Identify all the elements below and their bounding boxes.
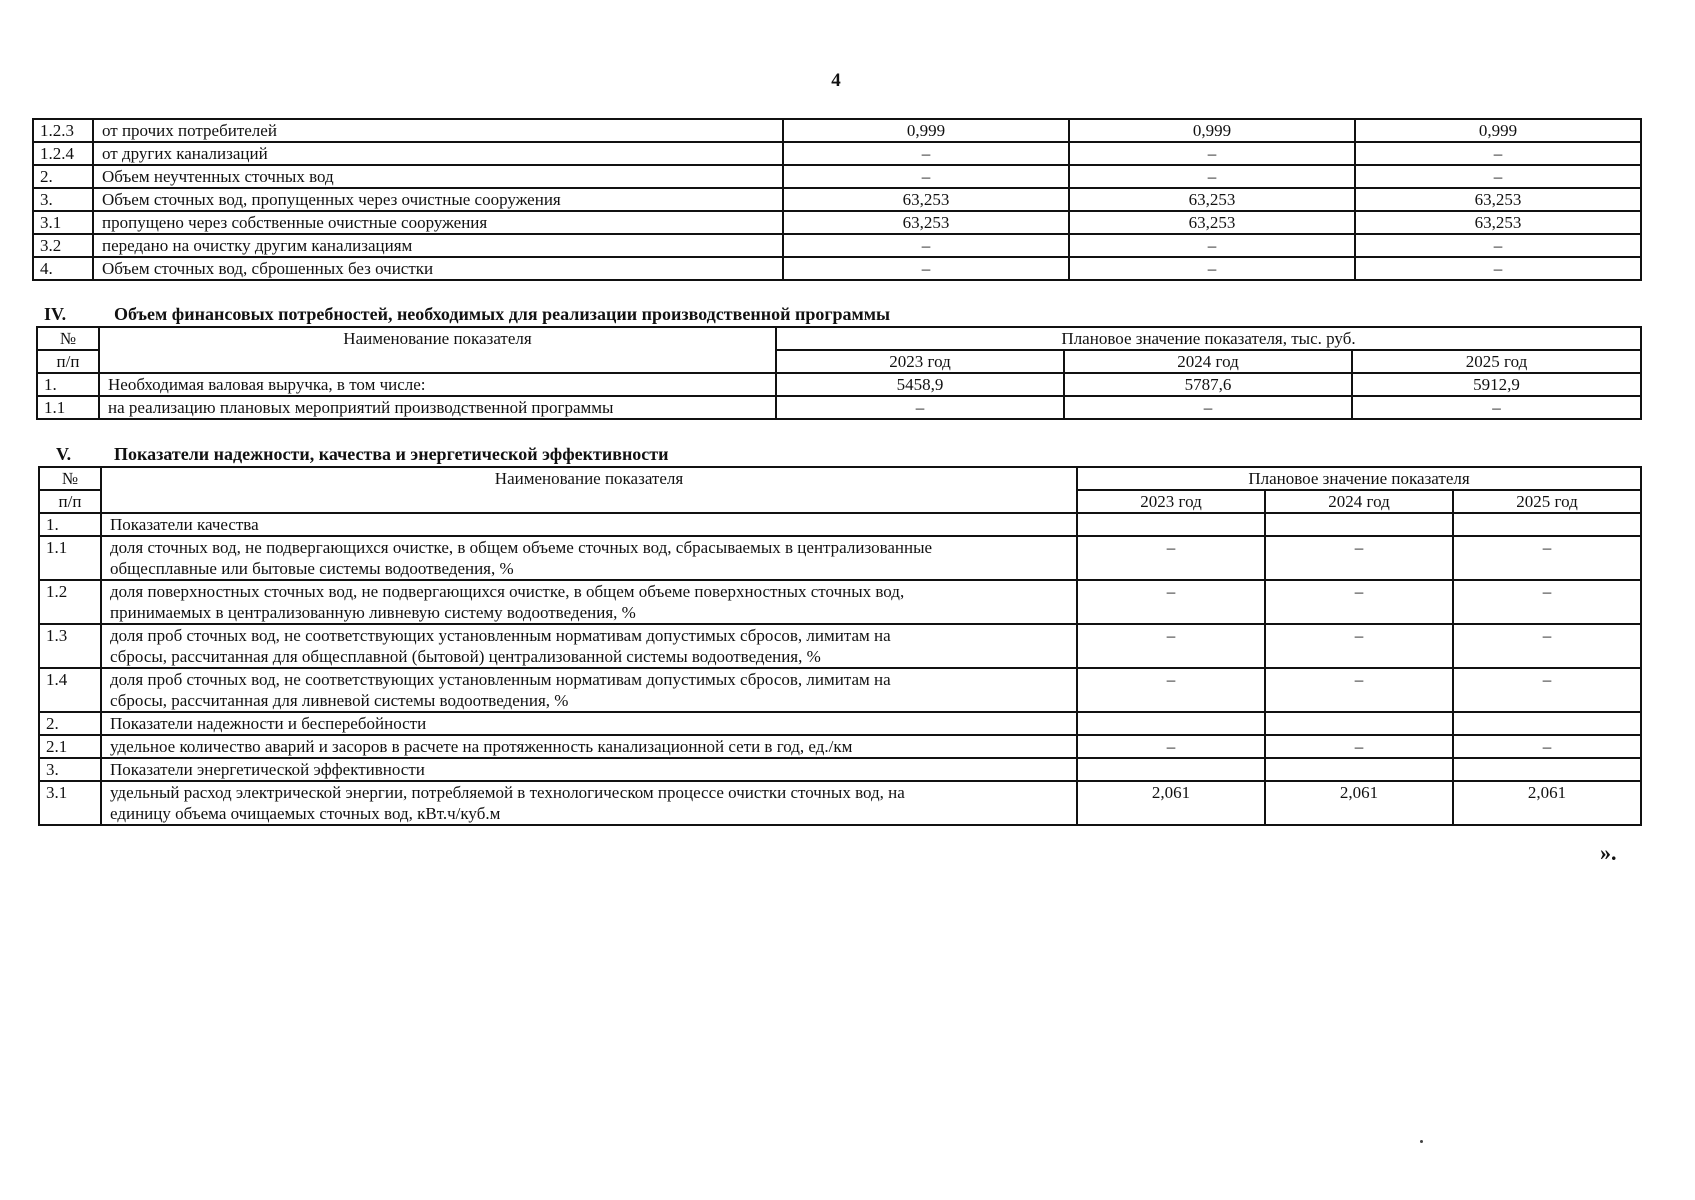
header-indicator-name: Наименование показателя bbox=[99, 327, 776, 373]
value-2023: – bbox=[776, 396, 1064, 419]
row-number: 3.2 bbox=[33, 234, 93, 257]
value-2024 bbox=[1265, 513, 1453, 536]
value-2025 bbox=[1453, 513, 1641, 536]
value-2023: – bbox=[1077, 580, 1265, 624]
row-name bbox=[101, 781, 1077, 825]
section-iv-heading: Объем финансовых потребностей, необходимых для реализации производственной программы bbox=[114, 304, 891, 324]
row-name bbox=[101, 624, 1077, 668]
table-row bbox=[33, 165, 1641, 188]
row-name: Объем сточных вод, пропущенных через очистные сооружения bbox=[93, 188, 783, 211]
row-name: Необходимая валовая выручка, в том числе: bbox=[99, 373, 776, 396]
row-name: от других канализаций bbox=[93, 142, 783, 165]
value-2025: – bbox=[1355, 234, 1641, 257]
section-v-roman: V. bbox=[56, 444, 72, 464]
value-2025: 63,253 bbox=[1355, 188, 1641, 211]
row-number: 1.3 bbox=[39, 624, 101, 668]
value-2025: 63,253 bbox=[1355, 211, 1641, 234]
value-2025: – bbox=[1453, 536, 1641, 580]
row-number: 2. bbox=[39, 712, 101, 735]
table-row bbox=[39, 624, 1641, 668]
value-2024: – bbox=[1069, 142, 1355, 165]
value-2024: – bbox=[1265, 624, 1453, 668]
row-name bbox=[101, 758, 1077, 781]
section-v-heading: Показатели надежности, качества и энергетической эффективности bbox=[114, 444, 669, 464]
table-row bbox=[33, 234, 1641, 257]
value-2025: 2,061 bbox=[1453, 781, 1641, 825]
table-row bbox=[37, 373, 1641, 396]
value-2024: – bbox=[1069, 165, 1355, 188]
row-number: 2. bbox=[33, 165, 93, 188]
value-2023 bbox=[1077, 758, 1265, 781]
value-2025: – bbox=[1453, 668, 1641, 712]
header-num-pp: п/п bbox=[39, 490, 101, 513]
header-year-2025: 2025 год bbox=[1453, 490, 1641, 513]
page-number: 4 bbox=[831, 70, 841, 91]
header-year-2023: 2023 год bbox=[776, 350, 1064, 373]
row-name bbox=[101, 668, 1077, 712]
value-2023: 0,999 bbox=[783, 119, 1069, 142]
value-2023: – bbox=[1077, 735, 1265, 758]
value-2025: – bbox=[1355, 165, 1641, 188]
header-indicator-name: Наименование показателя bbox=[101, 467, 1077, 513]
value-2023: – bbox=[783, 257, 1069, 280]
value-2025: – bbox=[1355, 257, 1641, 280]
row-number: 1.1 bbox=[39, 536, 101, 580]
value-2023: 5458,9 bbox=[776, 373, 1064, 396]
row-name-line-1: Показатели энергетической эффективности bbox=[110, 760, 425, 779]
value-2024: – bbox=[1265, 735, 1453, 758]
value-2023: – bbox=[1077, 536, 1265, 580]
value-2024: – bbox=[1265, 536, 1453, 580]
value-2024: 2,061 bbox=[1265, 781, 1453, 825]
row-number: 3.1 bbox=[39, 781, 101, 825]
value-2024: – bbox=[1069, 234, 1355, 257]
value-2025: – bbox=[1453, 624, 1641, 668]
table-row bbox=[39, 781, 1641, 825]
value-2025: – bbox=[1355, 142, 1641, 165]
row-number: 1.2.4 bbox=[33, 142, 93, 165]
value-2024 bbox=[1265, 758, 1453, 781]
row-name-line-2: сбросы, рассчитанная для ливневой системы водоотведения, % bbox=[110, 691, 569, 710]
row-name-line-2: единицу объема очищаемых сточных вод, кВт.ч/куб.м bbox=[110, 804, 501, 823]
row-number: 2.1 bbox=[39, 735, 101, 758]
scan-dot bbox=[1420, 1140, 1423, 1143]
table-row bbox=[33, 211, 1641, 234]
value-2023 bbox=[1077, 513, 1265, 536]
row-number: 1.2.3 bbox=[33, 119, 93, 142]
section-iv-title bbox=[44, 304, 890, 325]
header-year-2023: 2023 год bbox=[1077, 490, 1265, 513]
header-plan-value: Плановое значение показателя, тыс. руб. bbox=[776, 327, 1641, 350]
row-number: 4. bbox=[33, 257, 93, 280]
table-row bbox=[39, 712, 1641, 735]
row-name-line-2: сбросы, рассчитанная для общесплавной (бытовой) централизованной системы водоотведения, % bbox=[110, 647, 821, 666]
financial-needs-table bbox=[36, 326, 1642, 420]
table-row bbox=[39, 513, 1641, 536]
header-num: № bbox=[39, 467, 101, 490]
value-2025 bbox=[1453, 758, 1641, 781]
financial-needs-table-body bbox=[37, 373, 1641, 419]
row-name: от прочих потребителей bbox=[93, 119, 783, 142]
value-2023 bbox=[1077, 712, 1265, 735]
row-number: 1.1 bbox=[37, 396, 99, 419]
row-name-line-1: Показатели надежности и бесперебойности bbox=[110, 714, 427, 733]
row-name-line-1: доля сточных вод, не подвергающихся очистке, в общем объеме сточных вод, сбрасываемых в централизованные bbox=[110, 538, 933, 557]
closing-quote-mark: ». bbox=[1600, 840, 1617, 865]
row-name-line-1: удельный расход электрической энергии, потребляемой в технологическом процессе очистки сточных вод, на bbox=[110, 783, 905, 802]
row-name-line-1: доля проб сточных вод, не соответствующих установленным нормативам допустимых сбросов, лимитам на bbox=[110, 626, 891, 645]
value-2024 bbox=[1265, 712, 1453, 735]
row-name bbox=[101, 580, 1077, 624]
row-number: 3.1 bbox=[33, 211, 93, 234]
row-number: 1. bbox=[39, 513, 101, 536]
value-2023: 63,253 bbox=[783, 211, 1069, 234]
value-2023: – bbox=[783, 234, 1069, 257]
value-2025: – bbox=[1453, 735, 1641, 758]
value-2023: – bbox=[1077, 668, 1265, 712]
value-2025: 0,999 bbox=[1355, 119, 1641, 142]
row-name-line-1: доля проб сточных вод, не соответствующих установленным нормативам допустимых сбросов, лимитам на bbox=[110, 670, 891, 689]
table-row bbox=[39, 536, 1641, 580]
row-number: 1.4 bbox=[39, 668, 101, 712]
row-name bbox=[101, 536, 1077, 580]
row-name-line-1: Показатели качества bbox=[110, 515, 259, 534]
value-2024: 63,253 bbox=[1069, 188, 1355, 211]
value-2024: 5787,6 bbox=[1064, 373, 1352, 396]
table-row bbox=[33, 142, 1641, 165]
table-row bbox=[33, 119, 1641, 142]
value-2025: 5912,9 bbox=[1352, 373, 1641, 396]
header-plan-value: Плановое значение показателя bbox=[1077, 467, 1641, 490]
value-2024: – bbox=[1265, 580, 1453, 624]
section-v-title bbox=[56, 444, 669, 465]
reliability-quality-table-body bbox=[39, 513, 1641, 825]
row-name-line-2: принимаемых в централизованную ливневую систему водоотведения, % bbox=[110, 603, 636, 622]
table-row bbox=[37, 396, 1641, 419]
header-year-2024: 2024 год bbox=[1265, 490, 1453, 513]
value-2024: – bbox=[1064, 396, 1352, 419]
table-row bbox=[39, 735, 1641, 758]
header-year-2025: 2025 год bbox=[1352, 350, 1641, 373]
value-2024: – bbox=[1265, 668, 1453, 712]
row-name bbox=[101, 735, 1077, 758]
table-row bbox=[39, 668, 1641, 712]
header-num-pp: п/п bbox=[37, 350, 99, 373]
wastewater-volume-table bbox=[32, 118, 1642, 281]
value-2023: 2,061 bbox=[1077, 781, 1265, 825]
row-name bbox=[101, 712, 1077, 735]
value-2025 bbox=[1453, 712, 1641, 735]
value-2024: 63,253 bbox=[1069, 211, 1355, 234]
header-num: № bbox=[37, 327, 99, 350]
row-name: на реализацию плановых мероприятий производственной программы bbox=[99, 396, 776, 419]
wastewater-volume-table-body bbox=[33, 119, 1641, 280]
row-name: Объем сточных вод, сброшенных без очистки bbox=[93, 257, 783, 280]
table-row bbox=[33, 188, 1641, 211]
row-number: 1.2 bbox=[39, 580, 101, 624]
row-name: Объем неучтенных сточных вод bbox=[93, 165, 783, 188]
value-2023: 63,253 bbox=[783, 188, 1069, 211]
value-2025: – bbox=[1352, 396, 1641, 419]
value-2023: – bbox=[783, 142, 1069, 165]
value-2025: – bbox=[1453, 580, 1641, 624]
value-2023: – bbox=[783, 165, 1069, 188]
row-number: 1. bbox=[37, 373, 99, 396]
reliability-quality-table bbox=[38, 466, 1642, 826]
row-number: 3. bbox=[39, 758, 101, 781]
row-name: передано на очистку другим канализациям bbox=[93, 234, 783, 257]
table-row bbox=[39, 580, 1641, 624]
row-name-line-1: удельное количество аварий и засоров в расчете на протяженность канализационной сети в год, ед./км bbox=[110, 737, 853, 756]
value-2023: – bbox=[1077, 624, 1265, 668]
row-number: 3. bbox=[33, 188, 93, 211]
row-name-line-2: общесплавные или бытовые системы водоотведения, % bbox=[110, 559, 514, 578]
row-name bbox=[101, 513, 1077, 536]
section-iv-roman: IV. bbox=[44, 304, 67, 324]
value-2024: – bbox=[1069, 257, 1355, 280]
row-name-line-1: доля поверхностных сточных вод, не подвергающихся очистке, в общем объеме поверхностных сточных вод, bbox=[110, 582, 905, 601]
table-row bbox=[33, 257, 1641, 280]
table-row bbox=[39, 758, 1641, 781]
header-year-2024: 2024 год bbox=[1064, 350, 1352, 373]
value-2024: 0,999 bbox=[1069, 119, 1355, 142]
row-name: пропущено через собственные очистные сооружения bbox=[93, 211, 783, 234]
